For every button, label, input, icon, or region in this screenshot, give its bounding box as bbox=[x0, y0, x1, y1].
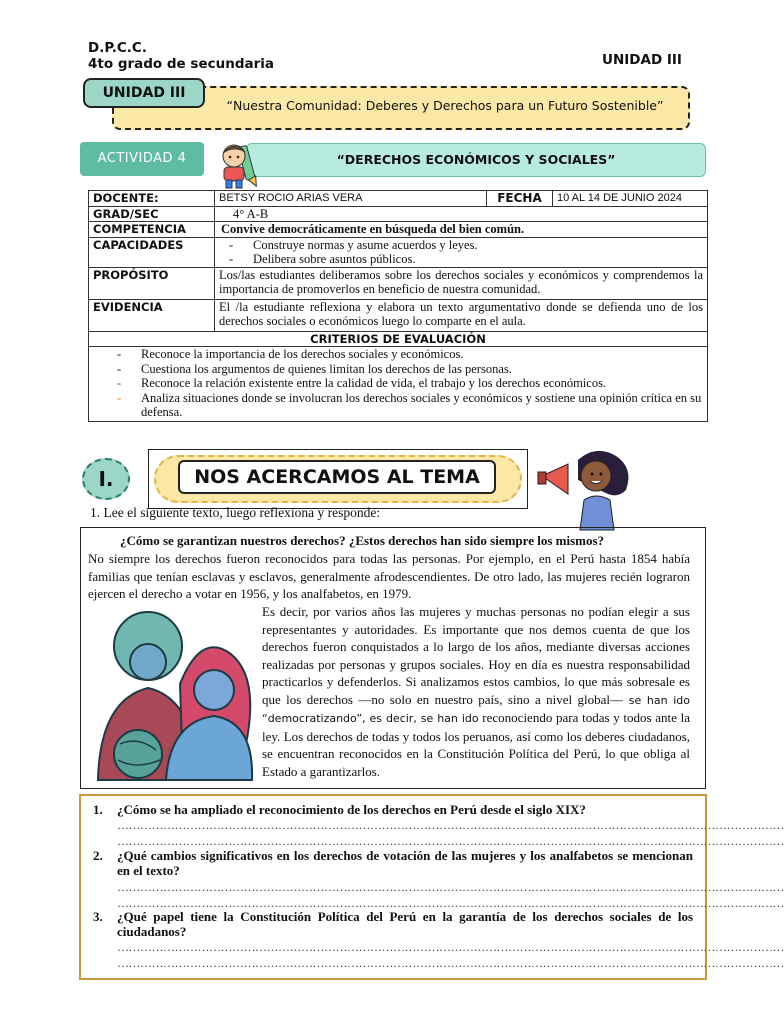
evidencia-label: EVIDENCIA bbox=[89, 299, 215, 331]
question-text: ¿Qué cambios significativos en los derechos de votación de las mujeres y los analfabetos se mencionan en el texto? bbox=[117, 848, 693, 878]
activity-title: “DERECHOS ECONÓMICOS Y SOCIALES” bbox=[246, 143, 706, 177]
unit-tag: UNIDAD III bbox=[83, 78, 205, 108]
criterios-list bbox=[89, 347, 708, 422]
student-pencil-illustration bbox=[212, 138, 262, 190]
question-text: ¿Cómo se ha ampliado el reconocimiento de los derechos en Perú desde el siglo XIX? bbox=[117, 802, 586, 817]
activity-tag: ACTIVIDAD 4 bbox=[80, 142, 204, 176]
gradsec-label: GRAD/SEC bbox=[89, 206, 215, 222]
women-group-illustration bbox=[90, 604, 256, 780]
org-name: D.P.C.C. bbox=[88, 40, 147, 56]
answer-line[interactable]: ………………………………………………………………………………………………………………………………………………………… bbox=[117, 896, 784, 910]
reading-paragraph-2c: reconociendo para todas y todos ante la ley. Los derechos de todas y todos los peruanos, así como los deberes ciudadanos, se encuentran reconocidos en la Constitución Política del Perú, lo que obliga al Estado a garantizarlos. bbox=[262, 710, 690, 779]
competencia-label: COMPETENCIA bbox=[89, 222, 215, 238]
reading-instruction: 1. Lee el siguiente texto, luego reflexiona y responde: bbox=[90, 505, 381, 520]
section-title: NOS ACERCAMOS AL TEMA bbox=[178, 460, 496, 494]
section-number: I. bbox=[82, 458, 130, 500]
question-number: 2. bbox=[93, 848, 103, 863]
grade-label: 4to grado de secundaria bbox=[88, 56, 274, 72]
girl-megaphone-illustration bbox=[538, 446, 634, 530]
header-left bbox=[88, 40, 274, 72]
gradsec-value: 4° A-B bbox=[215, 206, 708, 222]
proposito-value: Los/las estudiantes deliberamos sobre los derechos sociales y económicos y comprendemos la importancia de promoverlos en beneficio de nuestra comunidad. bbox=[215, 267, 708, 299]
evidencia-value: El /la estudiante reflexiona y elabora un texto argumentativo donde se defienda uno de los derechos sociales o económicos luego lo comparte en el aula. bbox=[215, 299, 708, 331]
capacidades-label: CAPACIDADES bbox=[89, 237, 215, 267]
question-number: 1. bbox=[93, 802, 103, 817]
competencia-value: Convive democráticamente en búsqueda del bien común. bbox=[215, 222, 708, 238]
capacidades-value bbox=[215, 237, 708, 267]
reading-paragraph-2 bbox=[262, 603, 690, 780]
capacidad-item: - Delibera sobre asuntos públicos. bbox=[203, 252, 703, 267]
reading-paragraph-2a: Es decir, por varios años las mujeres y muchas personas no podían elegir a sus representantes y autoridades. Es importante que nos demos cuenta de que los derechos fueron conquistados a lo largo de los años, mediante diversas acciones realizadas por personas y grupos sociales. Hoy en día es nuestra responsabilidad practicarlos y defenderlos. Si analizamos estos cambios, lo que más sobresale es que los derechos —no solo en nuestro país, sino a nivel global— bbox=[262, 604, 690, 707]
reading-paragraph-2b: se han ido “democratizando”, es decir, se han ido bbox=[262, 693, 690, 725]
unit-title: “Nuestra Comunidad: Deberes y Derechos para un Futuro Sostenible” bbox=[226, 98, 664, 113]
answer-line[interactable]: ………………………………………………………………………………………………………………………………………………………… bbox=[117, 956, 784, 970]
question-text: ¿Qué papel tiene la Constitución Política del Perú en la garantía de los derechos sociales de los ciudadanos? bbox=[117, 909, 693, 939]
criterio-item: - Cuestiona los argumentos de quienes limitan los derechos de las personas. bbox=[91, 362, 703, 377]
criterio-item: - Reconoce la relación existente entre la calidad de vida, el trabajo y los derechos económicos. bbox=[91, 376, 703, 391]
answer-line[interactable]: ………………………………………………………………………………………………………………………………………………………… bbox=[117, 818, 784, 832]
criterio-item: - Reconoce la importancia de los derechos sociales y económicos. bbox=[91, 347, 703, 362]
reading-paragraph-1: No siempre los derechos fueron reconocidos para todas las personas. Por ejemplo, en el Perú hasta 1854 había familias que tenían esclavas y esclavos, generalmente afrodescendientes. De otro lado, las mujeres recién lograron ejercen el derecho a votar en 1956, y los analfabetos, en 1979. bbox=[88, 551, 690, 601]
docente-label: DOCENTE: bbox=[89, 191, 215, 207]
reading-question: ¿Cómo se garantizan nuestros derechos? ¿Estos derechos han sido siempre los mismos? bbox=[120, 533, 605, 548]
criterio-item: - Analiza situaciones donde se involucran los derechos sociales y económicos y sostiene una opinión crítica en su defensa. bbox=[91, 391, 703, 420]
fecha-label: FECHA bbox=[487, 191, 553, 207]
proposito-label: PROPÓSITO bbox=[89, 267, 215, 299]
capacidad-item: - Construye normas y asume acuerdos y leyes. bbox=[203, 238, 703, 253]
info-table bbox=[88, 190, 708, 422]
docente-value: BETSY ROCIO ARIAS VERA bbox=[215, 191, 487, 207]
answer-line[interactable]: ………………………………………………………………………………………………………………………………………………………… bbox=[117, 834, 784, 848]
fecha-value: 10 AL 14 DE JUNIO 2024 bbox=[553, 191, 708, 207]
question-number: 3. bbox=[93, 909, 103, 924]
unit-label-right: UNIDAD III bbox=[602, 52, 682, 68]
criterios-header: CRITERIOS DE EVALUACIÓN bbox=[89, 331, 708, 347]
answer-line[interactable]: ………………………………………………………………………………………………………………………………………………………… bbox=[117, 940, 784, 954]
answer-line[interactable]: ………………………………………………………………………………………………………………………………………………………… bbox=[117, 880, 784, 894]
